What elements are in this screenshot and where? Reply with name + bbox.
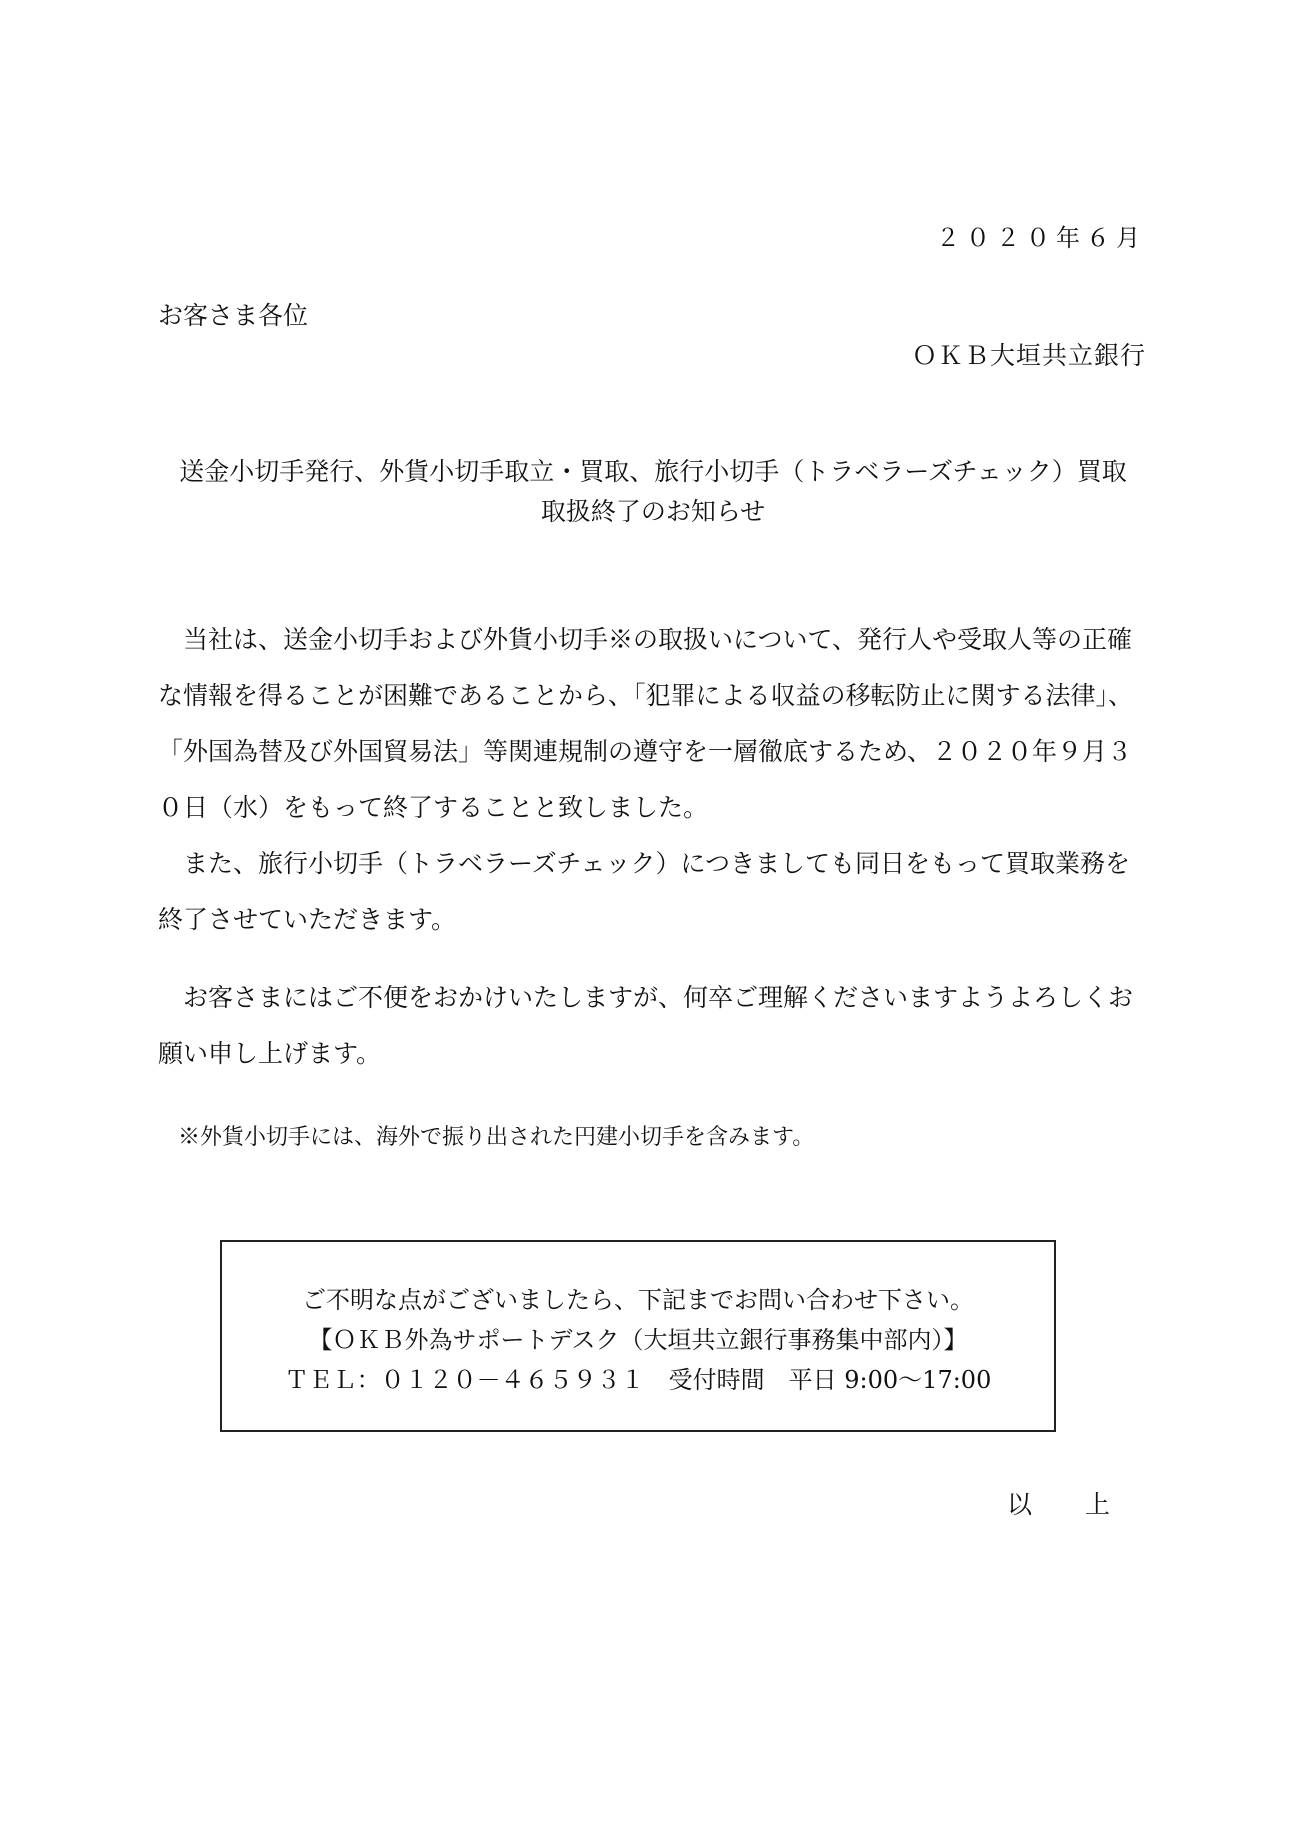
document-date: ２０２０年６月 xyxy=(936,224,1146,252)
contact-line-1: ご不明な点がございましたら、下記までお問い合わせ下さい。 xyxy=(302,1286,974,1314)
contact-info-box xyxy=(220,1240,1056,1432)
document-body xyxy=(158,612,1148,1082)
body-paragraph-2: また、旅行小切手（トラベラーズチェック）につきましても同日をもって買取業務を終了させていただきます。 xyxy=(158,849,1131,934)
body-paragraph-1: 当社は、送金小切手および外貨小切手※の取扱いについて、発行人や受取人等の正確な情報を得ることが困難であることから、「犯罪による収益の移転防止に関する法律」、「外国為替及び外国貿易法」等関連規制の遵守を一層徹底するため、２０２０年９月３０日（水）をもって終了することと致しました。 xyxy=(158,625,1134,822)
sender-name: ＯＫＢ大垣共立銀行 xyxy=(911,341,1146,370)
contact-line-2: 【ＯＫＢ外為サポートデスク（大垣共立銀行事務集中部内）】 xyxy=(308,1326,968,1354)
addressee: お客さま各位 xyxy=(158,301,309,330)
footnote: ※外貨小切手には、海外で振り出された円建小切手を含みます。 xyxy=(178,1125,815,1150)
closing-mark: 以 上 xyxy=(1006,1490,1124,1519)
title-line-2: 取扱終了のお知らせ xyxy=(540,497,766,526)
document-title xyxy=(158,452,1148,532)
title-line-1: 送金小切手発行、外貨小切手取立・買取、旅行小切手（トラベラーズチェック）買取 xyxy=(179,457,1127,486)
body-paragraph-3: お客さまにはご不便をおかけいたしますが、何卒ご理解くださいますようよろしくお願い申し上げます。 xyxy=(158,983,1134,1068)
contact-line-3: ＴＥＬ：０１２０－４６５９３１ 受付時間 平日 9:00～17:00 xyxy=(284,1366,992,1394)
